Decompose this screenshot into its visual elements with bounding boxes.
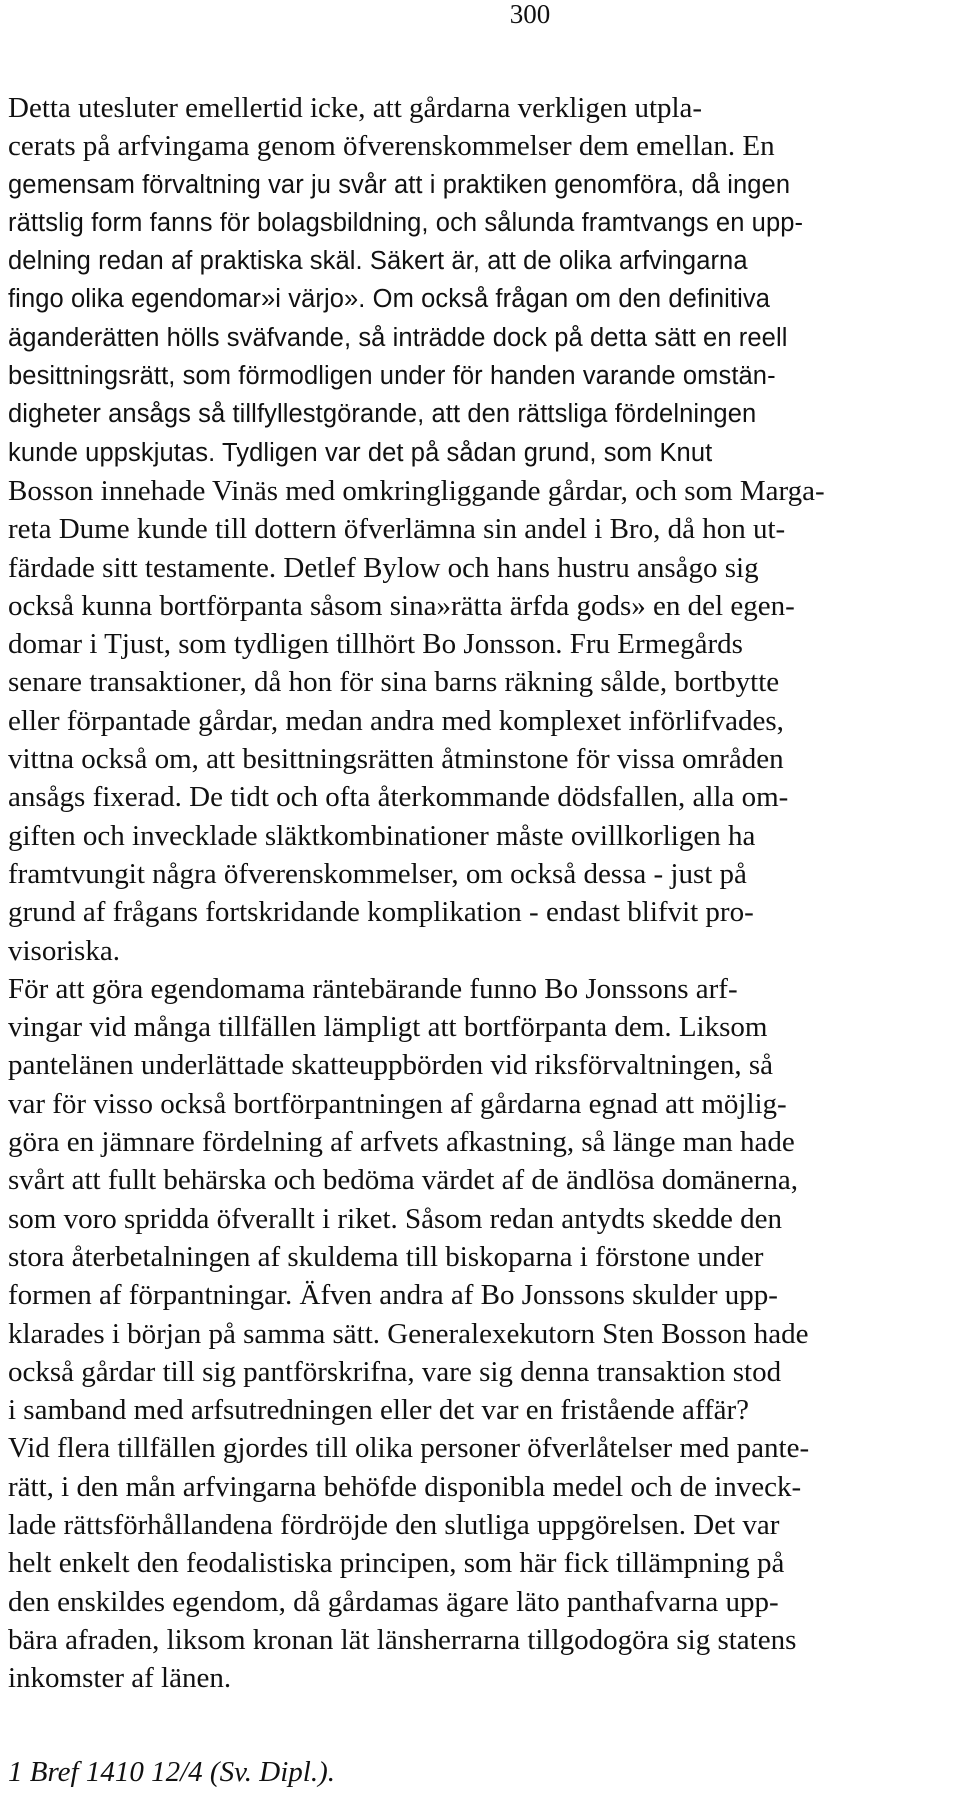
text-line: För att göra egendomama räntebärande funno Bo Jonssons arf- — [8, 972, 738, 1005]
text-line: eller förpantade gårdar, medan andra med komplexet införlifvades, — [8, 704, 784, 737]
text-line: helt enkelt den feodalistiska principen, som här fick tillämpning på — [8, 1547, 785, 1580]
text-line: Vid flera tillfällen gjordes till olika personer öfverlåtelser med pante- — [8, 1432, 810, 1465]
page-number: 300 — [509, 0, 551, 29]
text-line: kunde uppskjutas. Tydligen var det på sådan grund, som Knut — [8, 438, 713, 467]
text-line: stora återbetalningen af skuldema till biskoparna i förstone under — [8, 1240, 764, 1273]
text-line: vittna också om, att besittningsrätten åtminstone för vissa områden — [8, 743, 784, 776]
text-line: senare transaktioner, då hon för sina barns räkning sålde, bortbytte — [8, 666, 780, 699]
text-line: göra en jämnare fördelning af arfvets afkastning, så länge man hade — [8, 1126, 795, 1159]
text-line: framtvungit några öfverenskommelser, om också dessa - just på — [8, 857, 747, 890]
text-line: svårt att fullt behärska och bedöma värdet af de ändlösa domänerna, — [8, 1164, 798, 1197]
body-text — [8, 89, 958, 1697]
text-line: delning redan af praktiska skäl. Säkert är, att de olika arfvingarna — [8, 247, 748, 276]
text-line: formen af förpantningar. Äfven andra af Bo Jonssons skulder upp- — [8, 1279, 778, 1312]
text-line: digheter ansågs så tillfyllestgörande, att den rättsliga fördelningen — [8, 400, 757, 429]
text-line: visoriska. — [8, 934, 120, 967]
text-line: ansågs fixerad. De tidt och ofta återkommande dödsfallen, alla om- — [8, 781, 789, 814]
text-line: var för visso också bortförpantningen af gårdarna egnad att möjlig- — [8, 1087, 787, 1120]
text-line: Detta utesluter emellertid icke, att gårdarna verkligen utpla- — [8, 92, 703, 124]
text-line: rätt, i den mån arfvingarna behöfde disponibla medel och de inveck- — [8, 1470, 802, 1503]
text-line: bära afraden, liksom kronan lät länsherrarna tillgodogöra sig statens — [8, 1623, 797, 1656]
text-line: klarades i början på samma sätt. Generalexekutorn Sten Bosson hade — [8, 1317, 809, 1350]
text-line: reta Dume kunde till dottern öfverlämna sin andel i Bro, då hon ut- — [8, 513, 786, 546]
text-line: pantelänen underlättade skatteuppbörden vid riksförvaltningen, så — [8, 1049, 774, 1082]
text-line: rättslig form fanns för bolagsbildning, och sålunda framtvangs en upp- — [8, 208, 804, 237]
text-line: färdade sitt testamente. Detlef Bylow och hans hustru ansågo sig — [8, 551, 759, 584]
text-line: äganderätten hölls sväfvande, så inträdde dock på detta sätt en reell — [8, 323, 788, 352]
text-line: också kunna bortförpanta såsom sina»rätta ärfda gods» en del egen- — [8, 589, 795, 622]
text-line: cerats på arfvingama genom öfverenskommelser dem emellan. En — [8, 130, 775, 163]
footnote: 1 Bref 1410 12/4 (Sv. Dipl.). — [8, 1756, 336, 1788]
text-line: som voro spridda öfverallt i riket. Såsom redan antydts skedde den — [8, 1202, 782, 1235]
text-line: i samband med arfsutredningen eller det var en fristående affär? — [8, 1394, 750, 1427]
text-line: giften och invecklade släktkombinationer måste ovillkorligen ha — [8, 819, 756, 852]
text-line: inkomster af länen. — [8, 1662, 232, 1695]
text-line: gemensam förvaltning var ju svår att i praktiken genomföra, då ingen — [8, 170, 791, 199]
text-line: fingo olika egendomar»i värjo». Om också frågan om den definitiva — [8, 285, 770, 314]
text-line: domar i Tjust, som tydligen tillhört Bo Jonsson. Fru Ermegårds — [8, 628, 743, 661]
text-line: också gårdar till sig pantförskrifna, vare sig denna transaktion stod — [8, 1355, 782, 1388]
text-line: grund af frågans fortskridande komplikation - endast blifvit pro- — [8, 896, 754, 929]
text-line: besittningsrätt, som förmodligen under för handen varande omstän- — [8, 362, 776, 391]
text-line: Bosson innehade Vinäs med omkringliggande gårdar, och som Marga- — [8, 474, 825, 507]
text-line: lade rättsförhållandena fördröjde den slutliga uppgörelsen. Det var — [8, 1508, 780, 1541]
text-line: vingar vid många tillfällen lämpligt att bortförpanta dem. Liksom — [8, 1011, 768, 1044]
text-line: den enskildes egendom, då gårdamas ägare läto panthafvarna upp- — [8, 1585, 779, 1618]
